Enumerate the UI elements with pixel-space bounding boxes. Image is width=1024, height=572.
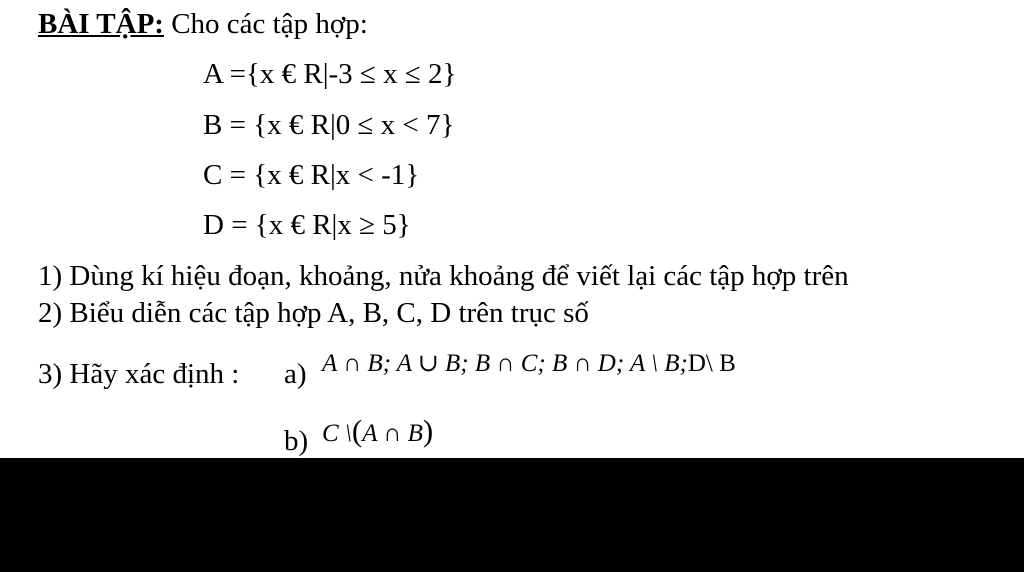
question-2: 2) Biểu diễn các tập hợp A, B, C, D trên trục số [38, 297, 589, 329]
question-3b-label: b) [284, 425, 309, 457]
question-3a-expression [322, 351, 736, 376]
heading-text: Cho các tập hợp: [163, 8, 368, 40]
question-3b-open-paren: ( [351, 413, 363, 448]
question-3b-close-paren: ) [422, 413, 434, 448]
set-b-definition: B = {x € R|0 ≤ x < 7} [203, 109, 455, 141]
exercise-heading [38, 10, 368, 39]
question-1: 1) Dùng kí hiệu đoạn, khoảng, nửa khoảng để viết lại các tập hợp trên [38, 260, 849, 292]
black-bottom-band [0, 458, 1024, 572]
question-3: 3) Hãy xác định : [38, 358, 240, 390]
question-3b-set: C \ [322, 420, 352, 447]
heading-label: BÀI TẬP: [38, 8, 164, 40]
question-3a-tail: D\ B [687, 350, 736, 377]
question-3b-inner: A ∩ B [362, 420, 423, 447]
set-d-definition: D = {x € R|x ≥ 5} [203, 209, 411, 241]
set-c-definition: C = {x € R|x < -1} [203, 159, 420, 191]
set-a-definition: A ={x € R|-3 ≤ x ≤ 2} [203, 58, 457, 90]
question-3a-operations: A ∩ B; A ∪ B; B ∩ C; B ∩ D; A \ B; [322, 350, 688, 377]
question-3b-expression [322, 415, 433, 446]
question-3a-label: a) [284, 358, 307, 390]
